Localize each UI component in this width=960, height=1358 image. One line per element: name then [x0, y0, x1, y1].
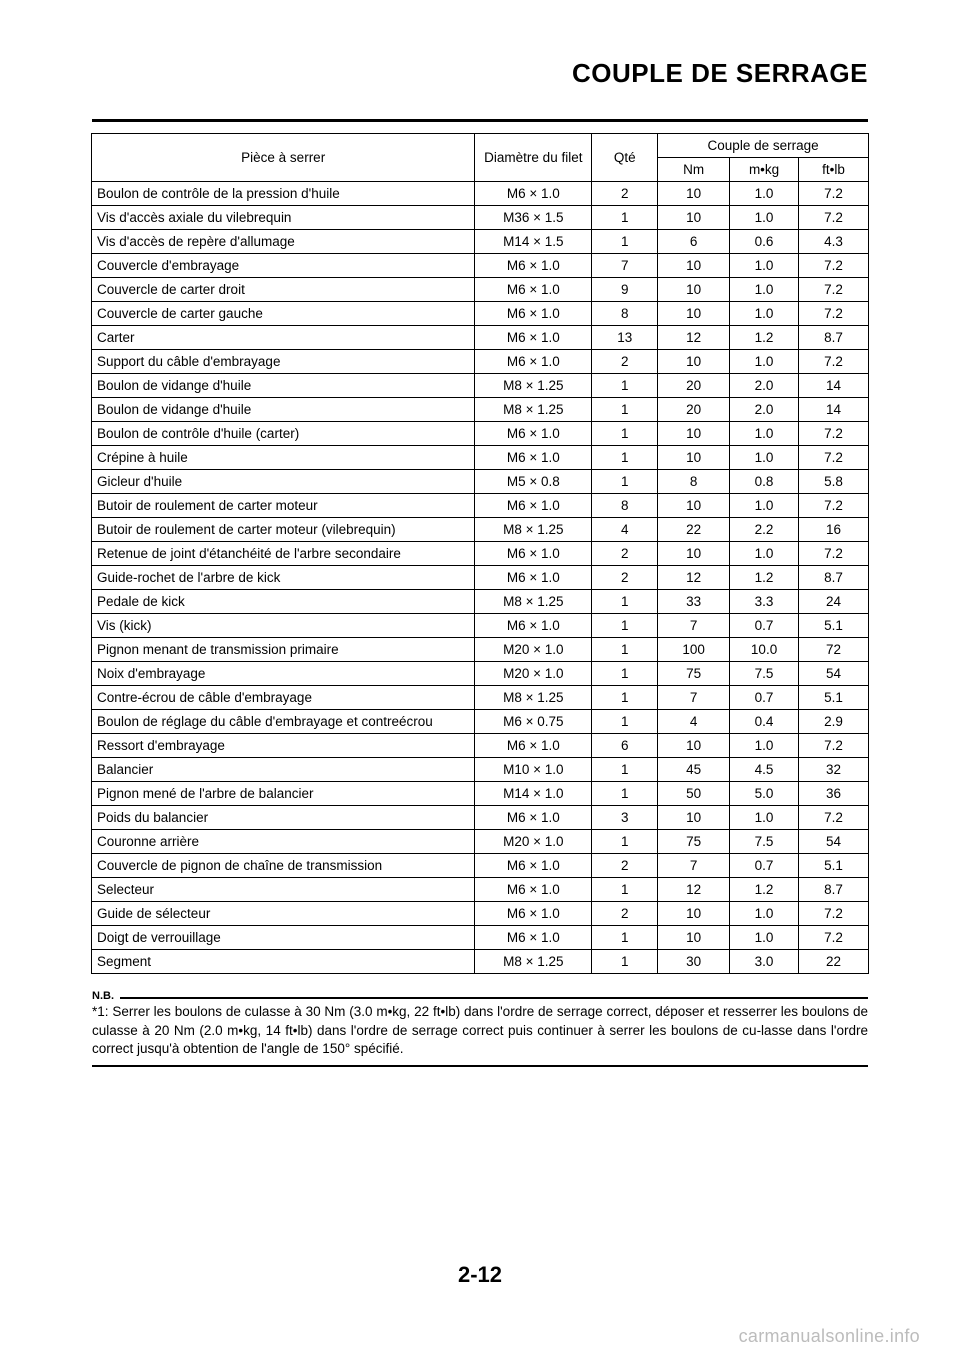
cell-mkg: 1.0	[730, 302, 799, 326]
cell-thread: M14 × 1.5	[475, 230, 592, 254]
cell-nm: 10	[658, 206, 730, 230]
table-row	[92, 902, 869, 926]
table-row	[92, 614, 869, 638]
cell-part: Poids du balancier	[92, 806, 475, 830]
header-part: Pièce à serrer	[92, 134, 475, 182]
cell-thread: M6 × 0.75	[475, 710, 592, 734]
table-row	[92, 518, 869, 542]
cell-nm: 20	[658, 374, 730, 398]
cell-mkg: 1.2	[730, 326, 799, 350]
cell-thread: M6 × 1.0	[475, 734, 592, 758]
cell-ftlb: 7.2	[799, 206, 869, 230]
cell-mkg: 0.8	[730, 470, 799, 494]
cell-qty: 6	[592, 734, 658, 758]
cell-ftlb: 7.2	[799, 926, 869, 950]
cell-thread: M6 × 1.0	[475, 494, 592, 518]
note-block	[92, 990, 868, 1067]
cell-nm: 50	[658, 782, 730, 806]
cell-qty: 1	[592, 926, 658, 950]
cell-nm: 20	[658, 398, 730, 422]
cell-ftlb: 7.2	[799, 902, 869, 926]
cell-thread: M10 × 1.0	[475, 758, 592, 782]
cell-part: Vis d'accès de repère d'allumage	[92, 230, 475, 254]
table-row	[92, 230, 869, 254]
cell-mkg: 1.0	[730, 182, 799, 206]
cell-ftlb: 24	[799, 590, 869, 614]
cell-mkg: 0.4	[730, 710, 799, 734]
cell-ftlb: 7.2	[799, 734, 869, 758]
table-row	[92, 830, 869, 854]
cell-mkg: 2.2	[730, 518, 799, 542]
cell-nm: 10	[658, 422, 730, 446]
cell-qty: 2	[592, 854, 658, 878]
cell-qty: 1	[592, 758, 658, 782]
cell-qty: 1	[592, 446, 658, 470]
cell-part: Couvercle d'embrayage	[92, 254, 475, 278]
cell-mkg: 1.0	[730, 926, 799, 950]
cell-ftlb: 36	[799, 782, 869, 806]
note-label: N.B.	[92, 990, 114, 1002]
cell-part: Crépine à huile	[92, 446, 475, 470]
table-row	[92, 422, 869, 446]
table-row	[92, 686, 869, 710]
cell-ftlb: 7.2	[799, 806, 869, 830]
table-row	[92, 350, 869, 374]
table-row	[92, 374, 869, 398]
cell-thread: M8 × 1.25	[475, 518, 592, 542]
cell-ftlb: 4.3	[799, 230, 869, 254]
cell-thread: M6 × 1.0	[475, 878, 592, 902]
table-body	[92, 182, 869, 974]
cell-thread: M6 × 1.0	[475, 566, 592, 590]
table-row	[92, 926, 869, 950]
cell-nm: 10	[658, 302, 730, 326]
cell-ftlb: 7.2	[799, 254, 869, 278]
table-row	[92, 542, 869, 566]
cell-thread: M6 × 1.0	[475, 350, 592, 374]
title-rule	[92, 119, 868, 122]
cell-part: Boulon de vidange d'huile	[92, 374, 475, 398]
cell-nm: 10	[658, 254, 730, 278]
cell-part: Guide-rochet de l'arbre de kick	[92, 566, 475, 590]
cell-thread: M6 × 1.0	[475, 902, 592, 926]
cell-ftlb: 7.2	[799, 494, 869, 518]
cell-thread: M6 × 1.0	[475, 614, 592, 638]
cell-nm: 33	[658, 590, 730, 614]
cell-part: Support du câble d'embrayage	[92, 350, 475, 374]
cell-nm: 10	[658, 182, 730, 206]
cell-thread: M6 × 1.0	[475, 806, 592, 830]
cell-part: Ressort d'embrayage	[92, 734, 475, 758]
cell-mkg: 5.0	[730, 782, 799, 806]
cell-ftlb: 16	[799, 518, 869, 542]
cell-thread: M6 × 1.0	[475, 278, 592, 302]
table-row	[92, 494, 869, 518]
cell-thread: M8 × 1.25	[475, 374, 592, 398]
cell-qty: 1	[592, 830, 658, 854]
cell-part: Noix d'embrayage	[92, 662, 475, 686]
cell-thread: M6 × 1.0	[475, 542, 592, 566]
table-row	[92, 590, 869, 614]
cell-thread: M6 × 1.0	[475, 254, 592, 278]
cell-qty: 2	[592, 566, 658, 590]
cell-thread: M5 × 0.8	[475, 470, 592, 494]
cell-nm: 45	[658, 758, 730, 782]
cell-qty: 1	[592, 230, 658, 254]
cell-ftlb: 2.9	[799, 710, 869, 734]
cell-nm: 12	[658, 326, 730, 350]
cell-qty: 1	[592, 422, 658, 446]
cell-qty: 1	[592, 638, 658, 662]
cell-thread: M6 × 1.0	[475, 302, 592, 326]
cell-qty: 1	[592, 470, 658, 494]
cell-ftlb: 7.2	[799, 302, 869, 326]
cell-ftlb: 5.8	[799, 470, 869, 494]
header-torque: Couple de serrage	[658, 134, 869, 158]
cell-thread: M36 × 1.5	[475, 206, 592, 230]
cell-thread: M8 × 1.25	[475, 590, 592, 614]
cell-ftlb: 32	[799, 758, 869, 782]
page-title: COUPLE DE SERRAGE	[572, 58, 868, 88]
table-row	[92, 734, 869, 758]
cell-part: Pignon mené de l'arbre de balancier	[92, 782, 475, 806]
page-number: 2-12	[457, 1262, 503, 1287]
cell-mkg: 1.0	[730, 902, 799, 926]
cell-mkg: 0.7	[730, 686, 799, 710]
cell-part: Vis (kick)	[92, 614, 475, 638]
cell-mkg: 1.0	[730, 278, 799, 302]
cell-qty: 1	[592, 374, 658, 398]
cell-mkg: 3.3	[730, 590, 799, 614]
table-row	[92, 710, 869, 734]
cell-qty: 8	[592, 302, 658, 326]
watermark: carmanualsonline.info	[738, 1326, 920, 1346]
cell-nm: 7	[658, 686, 730, 710]
cell-thread: M6 × 1.0	[475, 326, 592, 350]
cell-part: Carter	[92, 326, 475, 350]
cell-thread: M8 × 1.25	[475, 950, 592, 974]
cell-ftlb: 5.1	[799, 686, 869, 710]
cell-nm: 6	[658, 230, 730, 254]
table-row	[92, 662, 869, 686]
cell-nm: 22	[658, 518, 730, 542]
cell-part: Balancier	[92, 758, 475, 782]
cell-nm: 7	[658, 854, 730, 878]
cell-ftlb: 8.7	[799, 878, 869, 902]
cell-ftlb: 8.7	[799, 326, 869, 350]
cell-qty: 1	[592, 614, 658, 638]
cell-mkg: 7.5	[730, 662, 799, 686]
cell-mkg: 10.0	[730, 638, 799, 662]
cell-nm: 10	[658, 278, 730, 302]
cell-thread: M8 × 1.25	[475, 686, 592, 710]
cell-qty: 1	[592, 590, 658, 614]
cell-nm: 7	[658, 614, 730, 638]
cell-nm: 75	[658, 830, 730, 854]
table-row	[92, 254, 869, 278]
table-row	[92, 638, 869, 662]
cell-nm: 10	[658, 806, 730, 830]
header-thread: Diamètre du filet	[475, 134, 592, 182]
cell-thread: M20 × 1.0	[475, 662, 592, 686]
cell-thread: M6 × 1.0	[475, 422, 592, 446]
cell-ftlb: 5.1	[799, 854, 869, 878]
cell-nm: 10	[658, 926, 730, 950]
cell-mkg: 1.0	[730, 734, 799, 758]
header-qty: Qté	[592, 134, 658, 182]
cell-part: Vis d'accès axiale du vilebrequin	[92, 206, 475, 230]
cell-qty: 1	[592, 662, 658, 686]
cell-part: Boulon de vidange d'huile	[92, 398, 475, 422]
cell-nm: 100	[658, 638, 730, 662]
cell-part: Pignon menant de transmission primaire	[92, 638, 475, 662]
cell-mkg: 1.0	[730, 446, 799, 470]
cell-qty: 1	[592, 878, 658, 902]
table-row	[92, 446, 869, 470]
cell-qty: 9	[592, 278, 658, 302]
cell-mkg: 1.0	[730, 494, 799, 518]
cell-ftlb: 7.2	[799, 182, 869, 206]
cell-ftlb: 72	[799, 638, 869, 662]
cell-part: Couvercle de pignon de chaîne de transmission	[92, 854, 475, 878]
cell-qty: 4	[592, 518, 658, 542]
cell-mkg: 0.7	[730, 614, 799, 638]
cell-part: Segment	[92, 950, 475, 974]
note-rule	[120, 997, 868, 999]
header-nm: Nm	[658, 158, 730, 182]
cell-nm: 12	[658, 566, 730, 590]
cell-mkg: 2.0	[730, 398, 799, 422]
cell-nm: 30	[658, 950, 730, 974]
cell-mkg: 4.5	[730, 758, 799, 782]
cell-ftlb: 8.7	[799, 566, 869, 590]
cell-ftlb: 7.2	[799, 422, 869, 446]
table-row	[92, 302, 869, 326]
cell-qty: 1	[592, 206, 658, 230]
cell-mkg: 0.6	[730, 230, 799, 254]
cell-qty: 1	[592, 686, 658, 710]
cell-ftlb: 54	[799, 830, 869, 854]
header-mkg: m•kg	[730, 158, 799, 182]
table-row	[92, 566, 869, 590]
table-row	[92, 278, 869, 302]
cell-ftlb: 22	[799, 950, 869, 974]
table-row	[92, 950, 869, 974]
cell-part: Boulon de réglage du câble d'embrayage et contreécrou	[92, 710, 475, 734]
cell-part: Pedale de kick	[92, 590, 475, 614]
cell-mkg: 0.7	[730, 854, 799, 878]
note-bottom-rule	[92, 1065, 868, 1067]
cell-mkg: 2.0	[730, 374, 799, 398]
table-row	[92, 470, 869, 494]
table-row	[92, 806, 869, 830]
cell-nm: 8	[658, 470, 730, 494]
cell-part: Couronne arrière	[92, 830, 475, 854]
table-row	[92, 878, 869, 902]
cell-qty: 1	[592, 710, 658, 734]
cell-nm: 10	[658, 902, 730, 926]
cell-nm: 75	[658, 662, 730, 686]
table-row	[92, 206, 869, 230]
cell-thread: M14 × 1.0	[475, 782, 592, 806]
cell-mkg: 3.0	[730, 950, 799, 974]
cell-ftlb: 7.2	[799, 350, 869, 374]
cell-mkg: 1.0	[730, 254, 799, 278]
cell-part: Butoir de roulement de carter moteur	[92, 494, 475, 518]
cell-ftlb: 14	[799, 398, 869, 422]
cell-qty: 13	[592, 326, 658, 350]
cell-ftlb: 54	[799, 662, 869, 686]
cell-mkg: 1.0	[730, 206, 799, 230]
cell-part: Contre-écrou de câble d'embrayage	[92, 686, 475, 710]
table-row	[92, 182, 869, 206]
cell-part: Boulon de contrôle d'huile (carter)	[92, 422, 475, 446]
cell-qty: 2	[592, 902, 658, 926]
cell-part: Selecteur	[92, 878, 475, 902]
cell-nm: 10	[658, 446, 730, 470]
cell-thread: M8 × 1.25	[475, 398, 592, 422]
table-row	[92, 758, 869, 782]
cell-qty: 3	[592, 806, 658, 830]
cell-qty: 1	[592, 950, 658, 974]
cell-ftlb: 7.2	[799, 542, 869, 566]
cell-mkg: 1.0	[730, 806, 799, 830]
cell-qty: 7	[592, 254, 658, 278]
header-ftlb: ft•lb	[799, 158, 869, 182]
cell-nm: 10	[658, 494, 730, 518]
torque-table	[91, 133, 869, 974]
cell-part: Retenue de joint d'étanchéité de l'arbre secondaire	[92, 542, 475, 566]
cell-qty: 1	[592, 398, 658, 422]
cell-nm: 10	[658, 350, 730, 374]
cell-part: Boulon de contrôle de la pression d'huile	[92, 182, 475, 206]
cell-nm: 4	[658, 710, 730, 734]
cell-qty: 1	[592, 782, 658, 806]
cell-mkg: 1.0	[730, 542, 799, 566]
cell-ftlb: 5.1	[799, 614, 869, 638]
cell-thread: M6 × 1.0	[475, 446, 592, 470]
cell-mkg: 1.0	[730, 350, 799, 374]
cell-part: Doigt de verrouillage	[92, 926, 475, 950]
cell-thread: M6 × 1.0	[475, 926, 592, 950]
cell-thread: M20 × 1.0	[475, 830, 592, 854]
cell-qty: 2	[592, 182, 658, 206]
table-row	[92, 782, 869, 806]
cell-qty: 2	[592, 350, 658, 374]
cell-nm: 10	[658, 734, 730, 758]
cell-part: Gicleur d'huile	[92, 470, 475, 494]
cell-mkg: 1.0	[730, 422, 799, 446]
table-row	[92, 326, 869, 350]
table-row	[92, 854, 869, 878]
cell-ftlb: 7.2	[799, 446, 869, 470]
cell-part: Couvercle de carter gauche	[92, 302, 475, 326]
cell-qty: 8	[592, 494, 658, 518]
cell-thread: M6 × 1.0	[475, 854, 592, 878]
cell-part: Couvercle de carter droit	[92, 278, 475, 302]
note-header	[92, 990, 868, 1002]
cell-thread: M20 × 1.0	[475, 638, 592, 662]
table-row	[92, 398, 869, 422]
cell-nm: 10	[658, 542, 730, 566]
cell-mkg: 1.2	[730, 566, 799, 590]
note-text: *1: Serrer les boulons de culasse à 30 Nm (3.0 m•kg, 22 ft•lb) dans l'ordre de serrage correct, déposer et resserrer les boulons de culasse à 20 Nm (2.0 m•kg, 14 ft•lb) dans l'ordre de serrage correct puis continuer à serrer les boulons de cu-lasse dans l'ordre correct jusqu'à obtention de l'angle de 150° spécifié.	[92, 1004, 868, 1056]
cell-mkg: 1.2	[730, 878, 799, 902]
cell-part: Guide de sélecteur	[92, 902, 475, 926]
cell-ftlb: 14	[799, 374, 869, 398]
cell-mkg: 7.5	[730, 830, 799, 854]
cell-qty: 2	[592, 542, 658, 566]
cell-nm: 12	[658, 878, 730, 902]
cell-thread: M6 × 1.0	[475, 182, 592, 206]
cell-ftlb: 7.2	[799, 278, 869, 302]
cell-part: Butoir de roulement de carter moteur (vilebrequin)	[92, 518, 475, 542]
